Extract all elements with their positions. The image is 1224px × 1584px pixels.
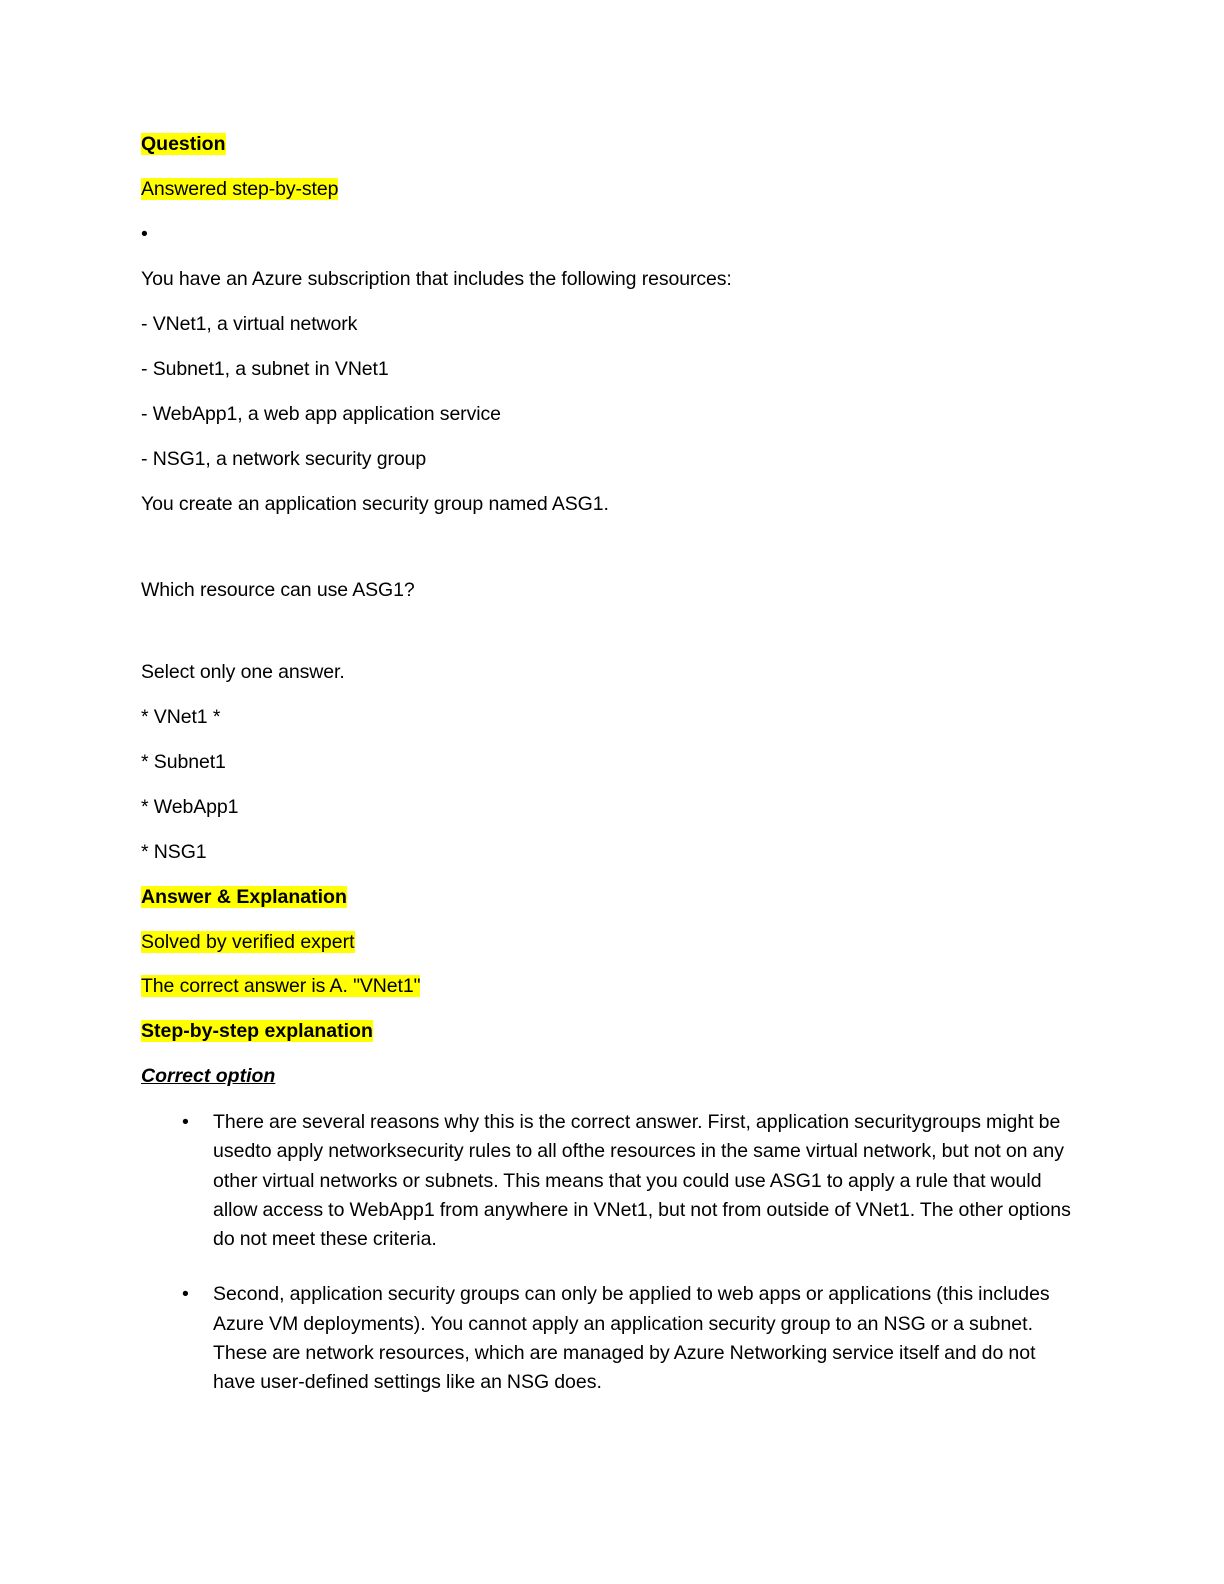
intro-paragraph: You have an Azure subscription that includes the following resources: (141, 268, 732, 290)
question-prompt: Which resource can use ASG1? (141, 578, 415, 601)
answer-option-nsg1: * NSG1 (141, 841, 207, 863)
answer-option-vnet1: * VNet1 * (141, 706, 221, 728)
question-heading (141, 135, 1081, 155)
resource-item-vnet1: - VNet1, a virtual network (141, 313, 358, 335)
bullet-icon: • (182, 1111, 189, 1133)
create-asg1-statement: You create an application security group named ASG1. (141, 493, 609, 515)
select-instruction: Select only one answer. (141, 661, 345, 683)
solved-by-expert-line (141, 933, 1081, 953)
explanation-bullet-first (141, 1108, 1081, 1254)
document-content (141, 135, 1081, 1423)
step-by-step-explanation-heading (141, 1019, 1081, 1042)
explanation-bullet-text: Second, application security groups can only be applied to web apps or applications (this includes Azure VM deployments). You cannot apply an application security group to an NSG or a subnet. These are network resources, which are managed by Azure Networking service itself and do not have user-defined settings like an NSG does. (213, 1283, 1050, 1393)
explanation-bullet-text: There are several reasons why this is the correct answer. First, application securitygroups might be usedto apply networksecurity rules to all ofthe resources in the same virtual network, but not on any other virtual networks or subnets. This means that you could use ASG1 to apply a rule that would allow access to WebApp1 from anywhere in VNet1, but not from outside of VNet1. The other options do not meet these criteria. (213, 1111, 1071, 1250)
question-heading-text: Question (141, 133, 226, 155)
correct-answer-text: The correct answer is A. "VNet1" (141, 974, 421, 997)
explanation-bullet-second (141, 1280, 1081, 1397)
resource-item-nsg1: - NSG1, a network security group (141, 448, 427, 470)
answer-explanation-heading (141, 888, 1081, 908)
bullet-icon: • (182, 1283, 189, 1306)
explanation-bullet-list (141, 1108, 1081, 1397)
answered-step-by-step-text: Answered step-by-step (141, 178, 339, 200)
answered-step-by-step-line (141, 180, 1081, 200)
step-by-step-explanation-heading-text: Step-by-step explanation (141, 1019, 373, 1042)
correct-answer-line (141, 974, 1081, 997)
answer-option-webapp1: * WebApp1 (141, 796, 239, 818)
answer-explanation-heading-text: Answer & Explanation (141, 886, 347, 908)
solved-by-expert-text: Solved by verified expert (141, 931, 355, 953)
resource-item-webapp1: - WebApp1, a web app application service (141, 403, 501, 425)
resource-item-subnet1: - Subnet1, a subnet in VNet1 (141, 358, 389, 380)
correct-option-label: Correct option (141, 1064, 276, 1087)
answer-option-subnet1: * Subnet1 (141, 751, 226, 773)
stray-bullet-line: • (141, 223, 148, 245)
